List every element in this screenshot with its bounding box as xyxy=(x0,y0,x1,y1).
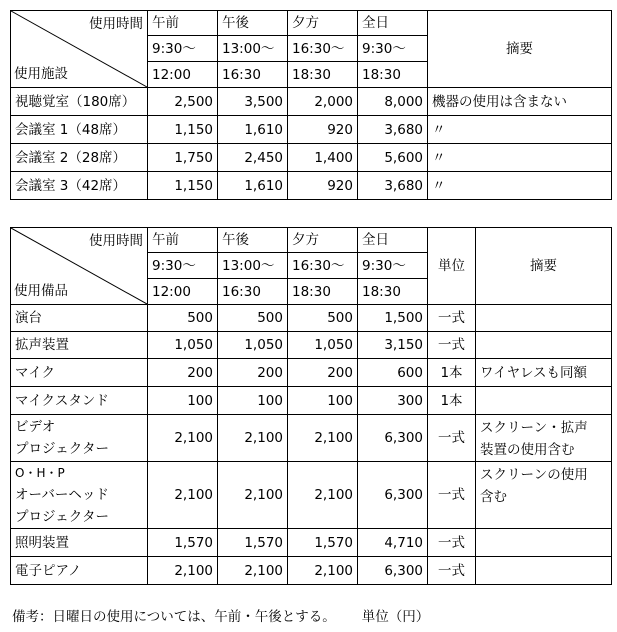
facility-corner-header xyxy=(11,11,148,88)
corner-facility-label: 使用施設 xyxy=(14,66,68,82)
fee-evening: 920 xyxy=(288,116,358,144)
facility-name: 会議室 2（28席） xyxy=(11,144,148,172)
period-end: 16:30 xyxy=(218,279,288,305)
equipment-name xyxy=(11,305,148,332)
equipment-remark xyxy=(476,557,612,585)
fee-am: 1,150 xyxy=(148,116,218,144)
facility-remark: 〃 xyxy=(428,172,612,200)
period-end: 18:30 xyxy=(288,62,358,88)
corner-time-label: 使用時間 xyxy=(89,233,143,249)
fee-pm: 100 xyxy=(218,387,288,415)
fee-pm: 200 xyxy=(218,359,288,387)
equipment-unit: 一式 xyxy=(428,462,476,529)
fee-pm: 2,100 xyxy=(218,462,288,529)
period-label: 午後 xyxy=(218,11,288,36)
fee-pm: 2,450 xyxy=(218,144,288,172)
footer-note xyxy=(12,605,429,625)
fee-evening: 1,570 xyxy=(288,529,358,557)
period-start: 9:30～ xyxy=(148,253,218,279)
facility-fee-table xyxy=(10,10,612,200)
facility-name: 会議室 1（48席） xyxy=(11,116,148,144)
fee-evening: 1,400 xyxy=(288,144,358,172)
fee-pm: 3,500 xyxy=(218,88,288,116)
period-start: 9:30～ xyxy=(358,253,428,279)
equipment-remark xyxy=(476,305,612,332)
corner-equipment-label: 使用備品 xyxy=(14,283,68,299)
equipment-remark xyxy=(476,462,612,529)
period-start: 13:00～ xyxy=(218,253,288,279)
table-row xyxy=(11,557,612,585)
fee-evening: 500 xyxy=(288,305,358,332)
facility-remark: 〃 xyxy=(428,116,612,144)
equipment-name xyxy=(11,462,148,529)
period-end: 12:00 xyxy=(148,62,218,88)
fee-pm: 1,050 xyxy=(218,332,288,359)
equipment-name xyxy=(11,557,148,585)
fee-full-day: 4,710 xyxy=(358,529,428,557)
equipment-rows xyxy=(11,305,612,585)
equipment-remark-line: 含む xyxy=(480,489,507,505)
table-row xyxy=(11,116,612,144)
fee-full-day: 6,300 xyxy=(358,557,428,585)
period-label: 午後 xyxy=(218,228,288,253)
equipment-name-line: マイク xyxy=(15,364,55,381)
fee-evening: 200 xyxy=(288,359,358,387)
equipment-unit: 一式 xyxy=(428,557,476,585)
fee-pm: 500 xyxy=(218,305,288,332)
facility-remark: 〃 xyxy=(428,144,612,172)
fee-am: 2,100 xyxy=(148,415,218,462)
equipment-name-line: ビデオ xyxy=(15,419,56,435)
fee-evening: 2,100 xyxy=(288,462,358,529)
fee-full-day: 5,600 xyxy=(358,144,428,172)
facility-remark: 機器の使用は含まない xyxy=(428,88,612,116)
period-start: 13:00～ xyxy=(218,36,288,62)
equipment-remark-line: 装置の使用含む xyxy=(480,442,575,458)
fee-pm: 1,610 xyxy=(218,116,288,144)
equipment-name-line: プロジェクター xyxy=(15,441,109,457)
table-row xyxy=(11,359,612,387)
fee-full-day: 300 xyxy=(358,387,428,415)
period-start: 16:30～ xyxy=(288,253,358,279)
equipment-unit: 一式 xyxy=(428,332,476,359)
remarks-header: 摘要 xyxy=(476,228,612,305)
period-end: 18:30 xyxy=(358,279,428,305)
table-row xyxy=(11,529,612,557)
equipment-name xyxy=(11,529,148,557)
equipment-name-line: 拡声装置 xyxy=(15,337,69,353)
table-row xyxy=(11,88,612,116)
fee-full-day: 6,300 xyxy=(358,415,428,462)
equipment-name-line: プロジェクター xyxy=(15,509,109,525)
equipment-unit: 一式 xyxy=(428,415,476,462)
period-end: 18:30 xyxy=(288,279,358,305)
equipment-name-line: 照明装置 xyxy=(15,534,69,551)
remark-text: 備考：日曜日の使用については、午前・午後とする。 xyxy=(12,609,336,625)
period-label: 夕方 xyxy=(288,228,358,253)
period-label: 午前 xyxy=(148,11,218,36)
fee-evening: 2,100 xyxy=(288,415,358,462)
equipment-name-line: マイクスタンド xyxy=(15,392,109,409)
period-label: 全日 xyxy=(358,228,428,253)
period-label: 午前 xyxy=(148,228,218,253)
unit-header: 単位 xyxy=(428,228,476,305)
equipment-unit: 一式 xyxy=(428,529,476,557)
period-label: 全日 xyxy=(358,11,428,36)
fee-am: 200 xyxy=(148,359,218,387)
equipment-name-line: 電子ピアノ xyxy=(15,562,82,579)
equipment-remark xyxy=(476,387,612,415)
table-row xyxy=(11,332,612,359)
table-row xyxy=(11,172,612,200)
fee-pm: 1,610 xyxy=(218,172,288,200)
fee-am: 1,050 xyxy=(148,332,218,359)
remarks-header: 摘要 xyxy=(428,11,612,88)
equipment-remark xyxy=(476,415,612,462)
fee-full-day: 1,500 xyxy=(358,305,428,332)
period-start: 9:30～ xyxy=(148,36,218,62)
table-row xyxy=(11,305,612,332)
fee-am: 2,100 xyxy=(148,462,218,529)
period-end: 12:00 xyxy=(148,279,218,305)
equipment-remark-line: スクリーン・拡声 xyxy=(480,420,588,436)
fee-full-day: 8,000 xyxy=(358,88,428,116)
fee-pm: 1,570 xyxy=(218,529,288,557)
equipment-name-line: 演台 xyxy=(15,310,42,326)
equipment-name-line: O・H・P xyxy=(15,466,65,480)
fee-am: 1,750 xyxy=(148,144,218,172)
equipment-unit: 1本 xyxy=(428,387,476,415)
corner-time-label: 使用時間 xyxy=(89,16,143,32)
equipment-unit: 1本 xyxy=(428,359,476,387)
fee-full-day: 600 xyxy=(358,359,428,387)
equipment-name xyxy=(11,359,148,387)
facility-name: 視聴覚室（180席） xyxy=(11,88,148,116)
period-end: 16:30 xyxy=(218,62,288,88)
fee-pm: 2,100 xyxy=(218,415,288,462)
fee-am: 2,500 xyxy=(148,88,218,116)
fee-am: 100 xyxy=(148,387,218,415)
equipment-name xyxy=(11,332,148,359)
equipment-remark-line: ワイヤレスも同額 xyxy=(480,364,588,381)
fee-evening: 100 xyxy=(288,387,358,415)
equipment-remark-line: スクリーンの使用 xyxy=(480,467,588,483)
facility-name: 会議室 3（42席） xyxy=(11,172,148,200)
fee-am: 1,570 xyxy=(148,529,218,557)
fee-full-day: 6,300 xyxy=(358,462,428,529)
fee-pm: 2,100 xyxy=(218,557,288,585)
fee-am: 1,150 xyxy=(148,172,218,200)
fee-full-day: 3,680 xyxy=(358,172,428,200)
fee-evening: 2,100 xyxy=(288,557,358,585)
equipment-remark xyxy=(476,332,612,359)
fee-full-day: 3,150 xyxy=(358,332,428,359)
period-end: 18:30 xyxy=(358,62,428,88)
fee-evening: 920 xyxy=(288,172,358,200)
fee-evening: 1,050 xyxy=(288,332,358,359)
fee-am: 500 xyxy=(148,305,218,332)
equipment-name-line: オーバーヘッド xyxy=(15,487,109,503)
period-start: 16:30～ xyxy=(288,36,358,62)
fee-evening: 2,000 xyxy=(288,88,358,116)
equipment-corner-header xyxy=(11,228,148,305)
unit-label: 単位（円） xyxy=(361,609,430,625)
period-label: 夕方 xyxy=(288,11,358,36)
equipment-remark xyxy=(476,359,612,387)
table-row xyxy=(11,387,612,415)
fee-full-day: 3,680 xyxy=(358,116,428,144)
table-row xyxy=(11,144,612,172)
equipment-fee-table xyxy=(10,227,612,585)
table-row xyxy=(11,415,612,462)
equipment-name xyxy=(11,415,148,462)
fee-am: 2,100 xyxy=(148,557,218,585)
equipment-unit: 一式 xyxy=(428,305,476,332)
period-start: 9:30～ xyxy=(358,36,428,62)
equipment-name xyxy=(11,387,148,415)
equipment-remark xyxy=(476,529,612,557)
table-row xyxy=(11,462,612,529)
